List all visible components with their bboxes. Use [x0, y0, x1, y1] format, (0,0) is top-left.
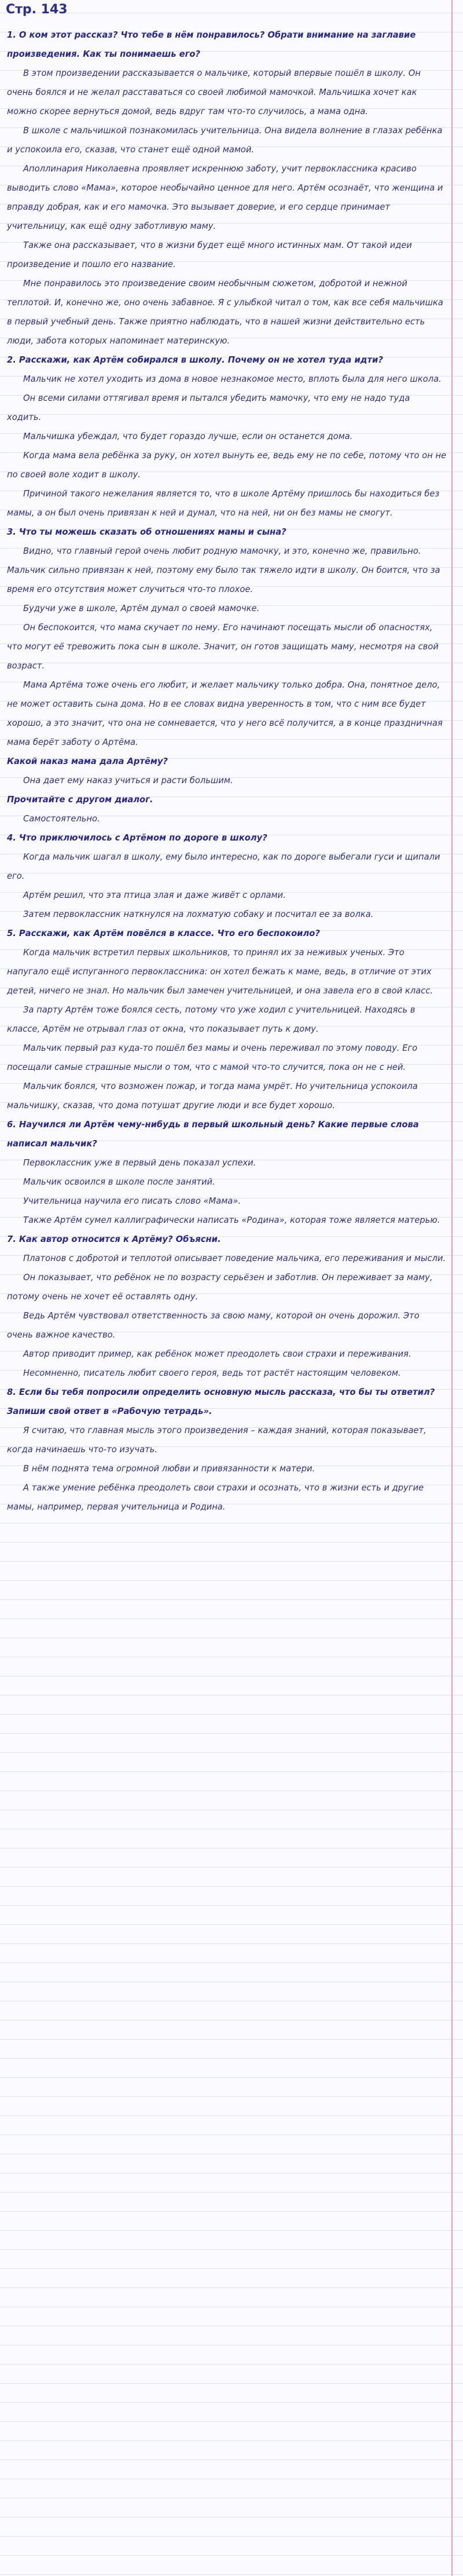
answer-paragraph: Мне понравилось это произведение своим необычным сюжетом, добротой и нежной теплотой. И, конечно же, оно очень забавное. Я с улыбкой читал о том, как все себя мальчишка в первый учебный день. Также приятно наблюдать, что в нашей жизни действительно есть люди, забота которых напоминает материнскую. [7, 279, 443, 346]
page-label: Стр. 143 [6, 2, 68, 17]
answer-paragraph: В нём поднята тема огромной любви и привязанности к матери. [23, 1464, 315, 1474]
answer-paragraph: Он показывает, что ребёнок не по возрасту серьёзен и заботлив. Он переживает за маму, потому очень не хочет её оставлять одну. [7, 1273, 433, 1302]
answer-paragraph: Когда мальчик встретил первых школьников, то принял их за неживых ученых. Это напугало ещё испуганного первоклассника: он хотел бежать к маме, ведь, в отличие от этих детей, ничего не знал. Но мальчик был замечен учительницей, и она завела его в свой класс. [7, 948, 433, 996]
question-mother-instruction: Какой наказ мама дала Артёму? [7, 757, 168, 766]
answer-paragraph: Будучи уже в школе, Артём думал о своей мамочке. [23, 604, 260, 613]
answer-paragraph: Когда мама вела ребёнка за руку, он хотел вынуть ее, ведь ему не по себе, потому что он не по своей воле ходит в школу. [7, 451, 447, 480]
answer-paragraph: За парту Артём тоже боялся сесть, потому что уже ходил с учительницей. Находясь в классе, Артём не отрывал глаз от окна, что показывает путь к дому. [7, 1005, 416, 1034]
answer-paragraph: Учительница научила его писать слово «Мама». [23, 1196, 241, 1206]
answer-paragraph: Он беспокоится, что мама скучает по нему. Его начинают посещать мысли об опасностях, что могут её тревожить пока сын в школе. Значит, он готов защищать маму, несмотря на свой возраст. [7, 623, 439, 671]
answer-paragraph: В школе с мальчишкой познакомилась учительница. Она видела волнение в глазах ребёнка и успокоила его, сказав, что станет ещё одной мамой. [7, 126, 443, 155]
answer-paragraph: Она дает ему наказ учиться и расти большим. [23, 776, 233, 785]
answer-paragraph: Автор приводит пример, как ребёнок может преодолеть свои страхи и переживания. [23, 1349, 411, 1359]
answer-paragraph: Артём решил, что эта птица злая и даже живёт с орлами. [23, 890, 286, 900]
answer-paragraph: В этом произведении рассказывается о мальчике, который впервые пошёл в школу. Он очень боялся и не желал расставаться со своей любимой мамочкой. Мальчишка хочет как можно скорее вернуться домой, ведь вдруг там что-то случилось, а мама одна. [7, 68, 421, 116]
answer-paragraph: Несомненно, писатель любит своего героя, ведь тот растёт настоящим человеком. [23, 1368, 401, 1378]
answer-paragraph: Платонов с добротой и теплотой описывает поведение мальчика, его переживания и мысли. [23, 1254, 446, 1263]
question-8: 8. Если бы тебя попросили определить основную мысль рассказа, что бы ты ответил? Запиши свой ответ в «Рабочую тетрадь». [7, 1387, 435, 1416]
question-6: 6. Научился ли Артём чему-нибудь в первый школьный день? Какие первые слова написал мальчик? [7, 1120, 419, 1149]
question-1: 1. О ком этот рассказ? Что тебе в нём понравилось? Обрати внимание на заглавие произведения. Как ты понимаешь его? [7, 30, 416, 59]
question-5: 5. Расскажи, как Артём повёлся в классе. Что его беспокоило? [7, 929, 320, 938]
answer-paragraph: Мальчик первый раз куда-то пошёл без мамы и очень переживал по этому поводу. Его посещали самые страшные мысли о том, что с мамой что-то случится, пока он не с ней. [7, 1043, 418, 1072]
question-read-dialog: Прочитайте с другом диалог. [7, 795, 153, 805]
answer-paragraph: Первоклассник уже в первый день показал успехи. [23, 1158, 256, 1168]
answer-paragraph: А также умение ребёнка преодолеть свои страхи и осознать, что в жизни есть и другие мамы, например, первая учительница и Родина. [7, 1483, 424, 1512]
answer-paragraph: Мама Артёма тоже очень его любит, и желает мальчику только добра. Она, понятное дело, не может оставить сына дома. Но в ее словах видна уверенность в том, что с ним все будет хорошо, а это значит, что она не сомневается, что у него всё получится, а в конце праздничная мама берёт заботу о Артёма. [7, 680, 443, 747]
question-4: 4. Что приключилось с Артёмом по дороге в школу? [7, 833, 267, 843]
answer-paragraph: Также Артём сумел каллиграфически написать «Родина», которая тоже является матерью. [23, 1215, 440, 1225]
answer-paragraph: Причиной такого нежелания является то, что в школе Артёму пришлось бы находиться без мамы, а он был очень привязан к ней и думал, что на ней, ни он без мамы не смогут. [7, 489, 440, 518]
margin-line [451, 0, 453, 2576]
answer-paragraph: Он всеми силами оттягивал время и пытался убедить мамочку, что ему не надо туда ходить. [7, 393, 410, 422]
answer-paragraph: Я считаю, что главная мысль этого произведения – каждая знаний, которая показывает, когда начинаешь что-то изучать. [7, 1426, 427, 1455]
answer-paragraph: Мальчик не хотел уходить из дома в новое незнакомое место, вплоть была для него школа. [23, 374, 442, 384]
answer-paragraph: Самостоятельно. [23, 814, 100, 824]
answer-paragraph: Мальчик освоился в школе после занятий. [23, 1177, 215, 1187]
question-7: 7. Как автор относится к Артёму? Объясни. [7, 1234, 221, 1244]
answer-paragraph: Видно, что главный герой очень любит родную мамочку, и это, конечно же, правильно. Мальчик сильно привязан к ней, поэтому ему было так тяжело идти в школу. Он боится, что за время его отсутствия может случиться что-то плохое. [7, 546, 440, 594]
answer-paragraph: Также она рассказывает, что в жизни будет ещё много истинных мам. От такой идеи произведение и пошло его название. [7, 240, 412, 269]
answer-paragraph: Мальчишка убеждал, что будет гораздо лучше, если он останется дома. [23, 432, 353, 441]
answer-paragraph: Мальчик боялся, что возможен пожар, и тогда мама умрёт. Но учительница успокоила мальчишку, сказав, что дома потушат другие люди и все будет хорошо. [7, 1081, 418, 1110]
question-2: 2. Расскажи, как Артём собирался в школу. Почему он не хотел туда идти? [7, 355, 383, 365]
answer-paragraph: Ведь Артём чувствовал ответственность за свою маму, которой он очень дорожил. Это очень важное качество. [7, 1311, 420, 1340]
answer-paragraph: Аполлинария Николаевна проявляет искреннюю заботу, учит первоклассника красиво выводить слово «Мама», которое необычайно ценное для него. Артём осознаёт, что женщина и вправду добрая, как и его мамочка. Это вызывает доверие, и его сердце принимает учительницу, как ещё одну заботливую маму. [7, 164, 443, 231]
answer-paragraph: Когда мальчик шагал в школу, ему было интересно, как по дороге выбегали гуси и щипали его. [7, 852, 440, 881]
answer-paragraph: Затем первоклассник наткнулся на лохматую собаку и посчитал ее за волка. [23, 909, 374, 919]
answers-content [7, 25, 447, 1517]
question-3: 3. Что ты можешь сказать об отношениях мамы и сына? [7, 527, 286, 537]
